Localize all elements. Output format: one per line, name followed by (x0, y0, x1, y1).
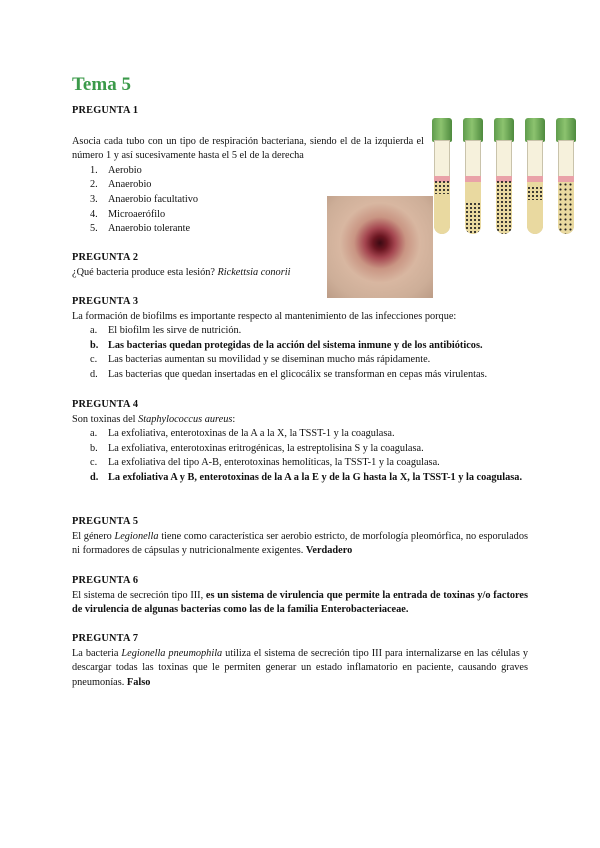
question-4-options (72, 427, 528, 485)
list-item: 2. Anaerobio (90, 179, 152, 191)
tube-4 (525, 118, 545, 236)
question-2 (72, 251, 332, 280)
list-item: d. Las bacterias que quedan insertadas en el glicocálix se transforman en cepas más virulentas. (90, 368, 488, 380)
question-7-heading: PREGUNTA 7 (72, 633, 139, 644)
question-5-heading: PREGUNTA 5 (72, 516, 139, 527)
question-6-heading: PREGUNTA 6 (72, 575, 139, 586)
list-item: a. El biofilm les sirve de nutrición. (90, 325, 242, 337)
question-3-heading: PREGUNTA 3 (72, 296, 139, 307)
question-7-text: La bacteria Legionella pneumophila utiliza el sistema de secreción tipo III para internalizarse en las células y descargar todas las toxinas que le permiten generar un estado inflamatorio en paciente, causando graves pneumonías. Falso (72, 647, 528, 688)
list-item: b. La exfoliativa, enterotoxinas eritrogénicas, la estreptolisina S y la coagulasa. (90, 442, 424, 454)
tube-5 (556, 118, 576, 236)
tube-1 (432, 118, 452, 236)
question-5-text: El género Legionella tiene como característica ser aerobio estricto, de morfología pleomórfica, no esporulados ni formadores de cápsulas y nutricionalmente exigentes. Verdadero (72, 530, 528, 557)
question-1-text: Asocia cada tubo con un tipo de respiración bacteriana, siendo el de la izquierda el número 1 y así sucesivamente hasta el 5 el de la derecha (72, 135, 424, 162)
question-7 (72, 632, 528, 690)
question-5 (72, 515, 528, 559)
list-item: 5. Anaerobio tolerante (90, 223, 191, 235)
culture-tubes-image (430, 118, 576, 236)
question-7-answer: Falso (126, 676, 151, 688)
question-1-heading: PREGUNTA 1 (72, 105, 139, 116)
question-2-answer: Rickettsia conorii (217, 266, 291, 278)
list-item: 3. Anaerobio facultativo (90, 193, 199, 205)
list-item: c. Las bacterias aumentan su movilidad y se diseminan mucho más rápidamente. (90, 354, 431, 366)
list-item: a. La exfoliativa, enterotoxinas de la A a la X, la TSST-1 y la coagulasa. (90, 428, 395, 440)
correct-option: d. La exfoliativa A y B, enterotoxinas de la A a la E y de la G hasta la X, la TSST-1 y la coagulasa. (90, 471, 523, 483)
question-4 (72, 398, 528, 486)
tube-2 (463, 118, 483, 236)
question-3-options (72, 324, 528, 382)
question-6-text: El sistema de secreción tipo III, es un sistema de virulencia que permite la entrada de toxinas y/o factores de virulencia de algunas bacterias como las de la familia Enterobacteriaceae. (72, 589, 528, 616)
list-item: 1. Aerobio (90, 164, 142, 176)
skin-lesion-photo (327, 196, 433, 298)
page-title: Tema 5 (72, 74, 131, 95)
tube-3 (494, 118, 514, 236)
question-6-answer: es un sistema de virulencia que permite la entrada de toxinas y/o factores de virulencia de algunas bacterias como las de la familia Enterobacteriaceae. (72, 589, 528, 616)
question-4-text: Son toxinas del Staphylococcus aureus: (72, 413, 236, 425)
list-item: 4. Microaerófilo (90, 208, 166, 220)
correct-option: b. Las bacterias quedan protegidas de la acción del sistema inmune y de los antibióticos. (90, 339, 483, 351)
question-3-text: La formación de biofilms es importante respecto al mantenimiento de las infecciones porque: (72, 310, 457, 322)
question-4-heading: PREGUNTA 4 (72, 399, 139, 410)
question-3 (72, 295, 528, 383)
question-5-answer: Verdadero (305, 545, 353, 557)
question-6 (72, 574, 528, 618)
question-2-text: ¿Qué bacteria produce esta lesión? Rickettsia conorii (72, 266, 291, 278)
question-2-heading: PREGUNTA 2 (72, 252, 139, 263)
list-item: c. La exfoliativa del tipo A-B, enterotoxinas hemolíticas, la TSST-1 y la coagulasa. (90, 457, 440, 469)
